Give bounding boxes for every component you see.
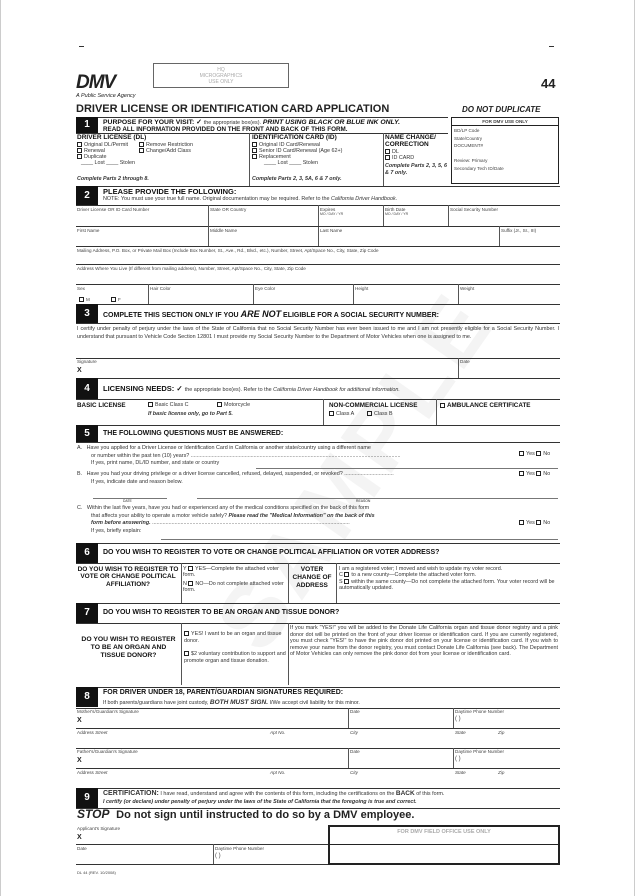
field-office-box <box>328 825 560 865</box>
sex-label: Sex <box>77 286 85 291</box>
weight-field[interactable]: Weight <box>460 286 475 291</box>
corner-mark <box>549 46 554 47</box>
city-label: City <box>350 730 358 735</box>
section-title: THE FOLLOWING QUESTIONS MUST BE ANSWERED: <box>103 430 284 437</box>
height-field[interactable]: Height <box>355 286 369 291</box>
section-title: LICENSING NEEDS: <box>103 384 175 393</box>
dmv-field: Secondary Tech ID/Date <box>454 165 504 171</box>
ink-instruction: PRINT USING BLACK OR BLUE INK ONLY. <box>262 119 400 126</box>
mother-signature-label: Mother's/Guardian's Signature <box>77 709 139 714</box>
explain-line[interactable] <box>161 539 558 540</box>
section-title: PURPOSE FOR YOUR VISIT: <box>103 119 195 126</box>
section-title: CERTIFICATION: <box>103 790 159 797</box>
micro-line: USE ONLY <box>208 79 234 85</box>
checkbox-change-class[interactable]: Change/Add Class <box>139 148 193 154</box>
instruction: the appropriate box(es). <box>203 120 261 126</box>
section-number: 9 <box>76 788 98 808</box>
form-number: 44 <box>541 76 556 91</box>
form-revision: DL 44 (REV. 10/2008) <box>77 870 116 875</box>
note: I/We accept civil liability for this minor. <box>269 700 360 706</box>
mother-signature-field[interactable]: X <box>77 717 82 724</box>
father-address-row[interactable]: Address Street <box>77 770 108 775</box>
checkbox-donor-yes[interactable]: YES! I want to be an organ and tissue donor. <box>184 631 282 644</box>
donor-info: If you mark "YES!" you will be added to the Donate Life California organ and tissue donor registry and a pink donor dot will be printed on the front of your driver license or identification card. If you are currently registered, you must check "YES!" to have the pink donor dot printed on your license or identification card. If you wish to remove your name from the donor registry, you must contact Donate Life California (see back). The Department of Motor Vehicles can only remove the pink donor dot from your license or identification card. <box>290 625 558 658</box>
signature-label: Signature <box>77 359 97 364</box>
zip-label: Zip <box>498 730 505 735</box>
agency-tagline: A Public Service Agency <box>76 93 136 99</box>
applicant-phone-field[interactable]: Daytime Phone Number ( ) <box>215 846 265 859</box>
checkbox-donor-contribution[interactable]: $2 voluntary contribution to support and promote organ and tissue donation. <box>184 651 286 664</box>
question-b: B. Have you had your driving privilege or a driver license cancelled, refused, delayed, suspended, or revoked? ................................. If yes, indicate date and reason below. <box>77 471 394 485</box>
city-label: City <box>350 770 358 775</box>
check-icon: ✓ <box>196 119 202 126</box>
section-number: 5 <box>76 425 98 442</box>
note: NOTE: You must use your true full name. Original documentation may be required. Refer to the <box>103 196 330 202</box>
checkbox-original-dl[interactable]: Original DL/Permit <box>77 142 135 148</box>
id-group: IDENTIFICATION CARD (ID) Original ID Card/Renewal Senior ID Card/Renewal (Age 62+) Replacement ____ Lost ____ Stolen Complete Parts 2, 3, 5A, 6 & 7 only. <box>252 134 382 141</box>
checkbox-duplicate[interactable]: Duplicate <box>77 154 135 160</box>
checkbox-replacement[interactable]: Replacement <box>252 154 342 160</box>
micrographics-box <box>153 63 289 88</box>
id-note: Complete Parts 2, 3, 5A, 6 & 7 only. <box>252 176 342 182</box>
basic-note: If basic license only, go to Part 5. <box>148 411 233 417</box>
ssn-field[interactable]: Social Security Number <box>450 207 498 212</box>
mother-phone-field[interactable]: Daytime Phone Number ( ) <box>455 709 505 722</box>
applicant-signature-label: Applicant's Signature <box>77 826 121 831</box>
applicant-signature-field[interactable]: X <box>77 834 82 841</box>
reason-line[interactable] <box>197 498 558 499</box>
section-number: 8 <box>76 687 98 707</box>
field-office-title: FOR DMV FIELD OFFICE USE ONLY <box>330 827 558 845</box>
checkbox-ambulance[interactable]: AMBULANCE CERTIFICATE <box>440 402 531 409</box>
reason-caption: REASON <box>356 499 371 503</box>
checkbox-original-id[interactable]: Original ID Card/Renewal <box>252 142 342 148</box>
state-field[interactable]: State OR Country <box>210 207 247 212</box>
first-name-field[interactable]: First Name <box>77 228 100 233</box>
residence-address-field[interactable]: Address Where You Live (If different from mailing address), Number, Street, Apt/Space No., City, State, Zip Code <box>77 266 306 271</box>
stop-warning: STOP Do not sign until instructed to do so by a DMV employee. <box>77 807 415 821</box>
checkbox-vote-no[interactable]: N NO—Do not complete attached voter form. <box>183 580 284 593</box>
dmv-field: BD/LP Code <box>454 128 480 133</box>
section-title: DO YOU WISH TO REGISTER TO VOTE OR CHANGE POLITICAL AFFILIATION OR VOTER ADDRESS? <box>103 549 440 556</box>
certification-text: of this form. <box>416 791 445 797</box>
signature-field[interactable]: X <box>77 367 82 374</box>
dl-number-field[interactable]: Driver License OR ID Card Number <box>77 207 150 212</box>
section-number: 3 <box>76 304 98 323</box>
dmv-use-box <box>451 117 559 184</box>
dmv-field: DOCUMENT# <box>454 143 484 149</box>
ssn-certification-text: I certify under penalty of perjury under the laws of the State of California that no Social Security Number has ever been issued to me and I am not presently eligible for a Social Security Number. I understand that pursuant to Vehicle Code Section 12801 I must provide my Social Security Number to the Department of Motor Vehicles when one is assigned to me. <box>77 326 559 340</box>
basic-license-label: BASIC LICENSE <box>77 402 126 409</box>
zip-label: Zip <box>498 770 505 775</box>
voter-change-label: VOTER CHANGE OF ADDRESS <box>292 566 332 589</box>
state-label: State <box>455 770 466 775</box>
dl-note: Complete Parts 2 through 8. <box>77 176 149 182</box>
name-change-group <box>385 134 449 176</box>
suffix-field[interactable]: Suffix (Jr., Sr., III) <box>501 228 537 233</box>
voter-change-options: I am a registered voter; I moved and wish to update my voter record. C to a new county—Complete the attached voter form. S within the same county—Do not complete the attached form. Your voter record will be automatically updated. <box>339 566 559 591</box>
checkbox-renewal[interactable]: Renewal <box>77 148 135 154</box>
question-c: C. Within the last five years, have you had or experienced any of the medical conditions specified on the back of this form that affects your ability to operate a motor vehicle safely? Please read the "Medical Information" on the back of this form before answering. .................................................................................................................................... If yes, briefly explain: <box>77 505 375 534</box>
section-title: COMPLETE THIS SECTION ONLY IF YOU ARE NOT ELIGIBLE FOR A SOCIAL SECURITY NUMBER: <box>103 309 439 319</box>
id-title: IDENTIFICATION CARD (ID) <box>252 134 337 141</box>
section-title: FOR DRIVER UNDER 18, PARENT/GUARDIAN SIGNATURES REQUIRED: <box>103 689 344 696</box>
eye-color-field[interactable]: Eye Color <box>255 286 276 291</box>
checkbox-senior-id[interactable]: Senior ID Card/Renewal (Age 62+) <box>252 148 342 154</box>
vote-options <box>183 566 287 593</box>
last-name-field[interactable]: Last Name <box>320 228 343 233</box>
checkbox-class-a[interactable]: Class A <box>329 411 354 417</box>
handbook-ref: California Driver Handbook for additional information. <box>273 387 400 393</box>
date-caption: DATE <box>123 499 132 503</box>
mother-date-field[interactable]: Date <box>350 709 360 714</box>
checkbox-nc-id[interactable]: ID CARD <box>385 155 414 161</box>
section-number: 4 <box>76 378 98 399</box>
back-emphasis: BACK <box>395 790 415 797</box>
vote-question: DO YOU WISH TO REGISTER TO VOTE OR CHANGE POLITICAL AFFILIATION? <box>77 566 179 588</box>
birth-date-field[interactable]: Birth Date MO / DAY / YR <box>385 207 409 216</box>
noncommercial-label: NON-COMMERCIAL LICENSE <box>329 402 418 409</box>
question-a: A. Have you applied for a Driver License or Identification Card in California or another state/country using a different name or number within the past ten (10) years? ............................................................................................................................................ If yes, print name, DL/ID number, and state or country <box>77 445 401 466</box>
checkbox-sex-f[interactable]: F <box>111 297 121 302</box>
section-title: PLEASE PROVIDE THE FOLLOWING: <box>103 187 237 196</box>
donor-question: DO YOU WISH TO REGISTER TO BE AN ORGAN AND TISSUE DONOR? <box>81 636 176 659</box>
dl-group: DRIVER LICENSE (DL) Original DL/Permit Renewal Duplicate ____ Lost ____ Stolen Remove Restriction Change/Add Class Complete Parts 2 through 8. <box>77 134 247 141</box>
note: If both parents/guardians have joint custody, <box>103 700 209 706</box>
qb-yes-no[interactable]: Yes No <box>519 471 550 477</box>
middle-name-field[interactable]: Middle Name <box>210 228 238 233</box>
perjury-statement: I certify (or declare) under penalty of perjury under the laws of the State of California that the foregoing is true and correct. <box>103 799 417 805</box>
dl-title: DRIVER LICENSE (DL) <box>77 134 147 141</box>
section-number: 7 <box>76 603 98 623</box>
dmv-use-title: FOR DMV USE ONLY <box>452 118 558 126</box>
checkbox-vote-yes[interactable]: Y YES—Complete the attached voter form. <box>183 566 279 579</box>
father-signature-label: Father's/Guardian's Signature <box>77 749 138 754</box>
section-number: 2 <box>76 186 98 205</box>
section-number: 6 <box>76 543 98 563</box>
dmv-field: State/Country <box>454 135 483 141</box>
checkbox-sex-m[interactable]: M <box>79 297 90 302</box>
nc-title: NAME CHANGE/ CORRECTION <box>385 134 436 148</box>
mother-address-row[interactable]: Address Street <box>77 730 108 735</box>
state-label: State <box>455 730 466 735</box>
father-signature-field[interactable]: X <box>77 757 82 764</box>
check-icon: ✓ <box>176 384 183 393</box>
micro-line: MICROGRAPHICS <box>199 73 243 79</box>
qa-yes-no[interactable]: Yes No <box>519 451 550 457</box>
dmv-logo: DMV <box>76 72 116 93</box>
section-number: 1 <box>76 117 98 133</box>
instruction: the appropriate box(es). Refer to the <box>184 387 272 393</box>
date-field[interactable]: Date <box>460 359 470 364</box>
checkbox-remove-restriction[interactable]: Remove Restriction <box>139 142 193 148</box>
corner-mark <box>79 46 84 47</box>
father-date-field[interactable]: Date <box>350 749 360 754</box>
certification-text: I have read, understand and agree with the contents of this form, including the certifications on the <box>160 791 395 797</box>
checkbox-new-county[interactable]: C to a new county—Complete the attached voter form. <box>339 572 477 579</box>
read-instruction: READ ALL INFORMATION PROVIDED ON THE FRONT AND BACK OF THIS FORM. <box>103 126 348 133</box>
dmv-field: Review: Primary <box>454 158 488 164</box>
do-not-duplicate: DO NOT DUPLICATE <box>462 105 541 114</box>
handbook-ref: California Driver Handbook. <box>331 196 398 202</box>
note-emphasis: BOTH MUST SIGN. <box>209 699 269 706</box>
page-title: DRIVER LICENSE OR IDENTIFICATION CARD APPLICATION <box>76 103 390 115</box>
checkbox-class-b[interactable]: Class B <box>367 411 393 417</box>
qc-yes-no[interactable]: Yes No <box>519 520 550 526</box>
nc-note: Complete Parts 2, 3, 5, 6 & 7 only. <box>385 163 448 176</box>
mailing-address-field[interactable]: Mailing Address, P.O. Box, or Private Mail Box (Include Box Number, St., Ave., Rd., Blvd., etc.), Number, Street, Apt/Space No., City, State, Zip Code <box>77 248 379 253</box>
checkbox-nc-dl[interactable]: DL <box>385 149 414 155</box>
section-title: DO YOU WISH TO REGISTER TO BE AN ORGAN AND TISSUE DONOR? <box>103 609 340 616</box>
applicant-date-field[interactable]: Date <box>77 846 87 851</box>
checkbox-same-county[interactable]: S within the same county—Do not complete the attached form. Your voter record will be automatically updated. <box>339 578 555 591</box>
apt-label: Apt No. <box>270 730 286 735</box>
father-phone-field[interactable]: Daytime Phone Number ( ) <box>455 749 505 762</box>
hair-color-field[interactable]: Hair Color <box>150 286 171 291</box>
checkbox-basic-class-c[interactable]: Basic Class C <box>148 402 189 408</box>
apt-label: Apt No. <box>270 770 286 775</box>
expires-field[interactable]: Expires MO / DAY / YR <box>320 207 344 216</box>
micro-line: HQ <box>217 67 225 73</box>
checkbox-motorcycle[interactable]: Motorcycle <box>217 402 250 408</box>
